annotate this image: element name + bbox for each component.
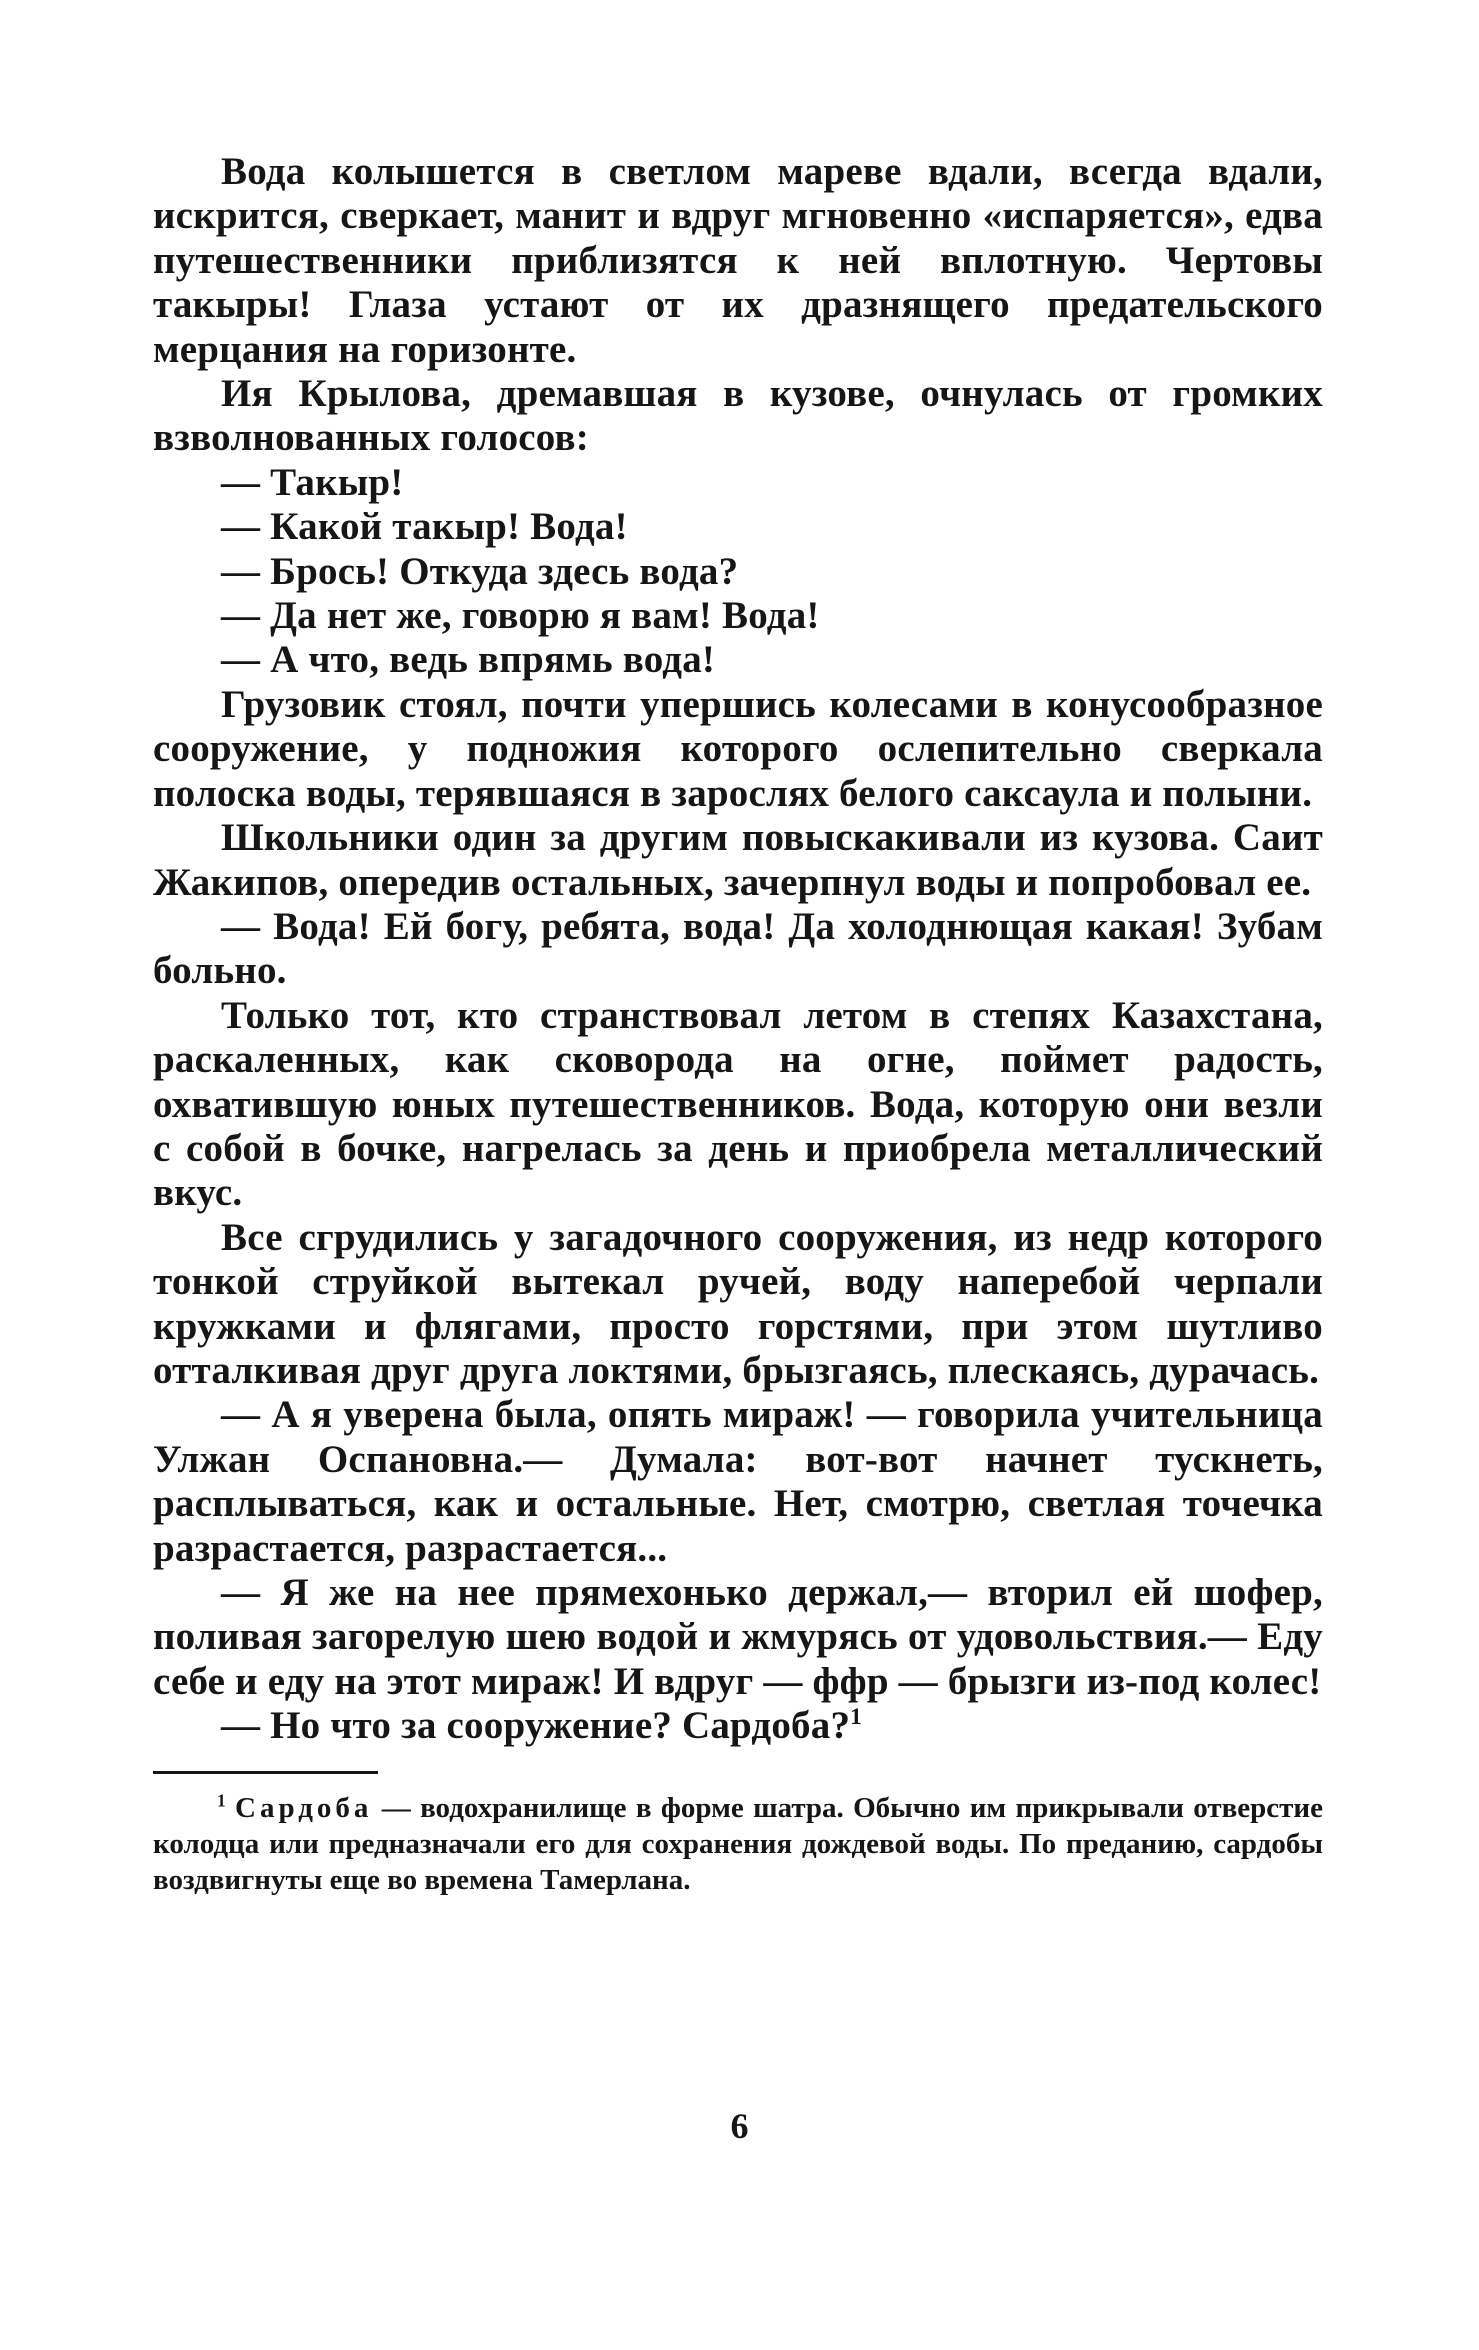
dialogue-line: — Вода! Ей богу, ребята, вода! Да холоднющая какая! Зубам больно. [153,904,1323,993]
paragraph: Только тот, кто странствовал летом в степях Казахстана, раскаленных, как сковорода на огне, поймет радость, охватившую юных путешественников. Вода, которую они везли с собой в бочке, нагрелась за день и приобрела металлический вкус. [153,993,1323,1215]
dialogue-line: — Я же на нее прямехонько держал,— вторил ей шофер, поливая загорелую шею водой и жмурясь от удовольствия.— Еду себе и еду на этот мираж! И вдруг — ффр — брызги из-под колес! [153,1571,1323,1703]
dialogue-line: — Да нет же, говорю я вам! Вода! [221,594,820,638]
dialogue-line: — Брось! Откуда здесь вода? [221,549,739,593]
footnote-marker: 1 [217,1789,226,1810]
footnote [153,1790,1323,1898]
dialogue-line: — Такыр! [221,460,404,504]
footnote-divider [153,1771,378,1774]
dialogue-line: — А что, ведь впрямь вода! [221,638,716,682]
footnote-term: Сардоба [235,1791,373,1824]
dialogue-line: — А я уверена была, опять мираж! — говорила учительница Улжан Оспановна.— Думала: вот-вот начнет тускнеть, расплываться, как и остальные. Нет, смотрю, светлая точечка разрастается, разрастается... [153,1393,1323,1570]
paragraph: Ия Крылова, дремавшая в кузове, очнулась от громких взволнованных голосов: [153,372,1323,460]
paragraph: Все сгрудились у загадочного сооружения, из недр которого тонкой струйкой вытекал ручей, воду наперебой черпали кружками и флягами, просто горстями, при этом шутливо отталкивая друг друга локтями, брызгаясь, плескаясь, дурачась. [153,1215,1323,1392]
footnote-text: — водохранилище в форме шатра. Обычно им прикрывали отверстие колодца или предназначали его для сохранения дождевой воды. По преданию, сардобы воздвигнуты еще во времена Тамерлана. [153,1791,1324,1896]
dialogue-line: — Какой такыр! Вода! [221,505,628,549]
page-content [153,150,1323,1898]
dialogue-line-with-footnote [153,1704,1323,1748]
dialogue-text: — Но что за сооружение? Сардоба? [221,1704,851,1748]
page-number: 6 [730,2106,749,2146]
footnote-reference: 1 [850,1704,863,1731]
paragraph: Грузовик стоял, почти упершись колесами в конусообразное сооружение, у подножия которого ослепительно сверкала полоска воды, терявшаяся в зарослях белого саксаула и полыни. [153,682,1323,815]
paragraph: Вода колышется в светлом мареве вдали, всегда вдали, искрится, сверкает, манит и вдруг мгновенно «испаряется», едва путешественники приблизятся к ней вплотную. Чертовы такыры! Глаза устают от их дразнящего предательского мерцания на горизонте. [153,150,1323,371]
paragraph: Школьники один за другим повыскакивали из кузова. Саит Жакипов, опередив остальных, зачерпнул воды и попробовал ее. [153,816,1323,904]
